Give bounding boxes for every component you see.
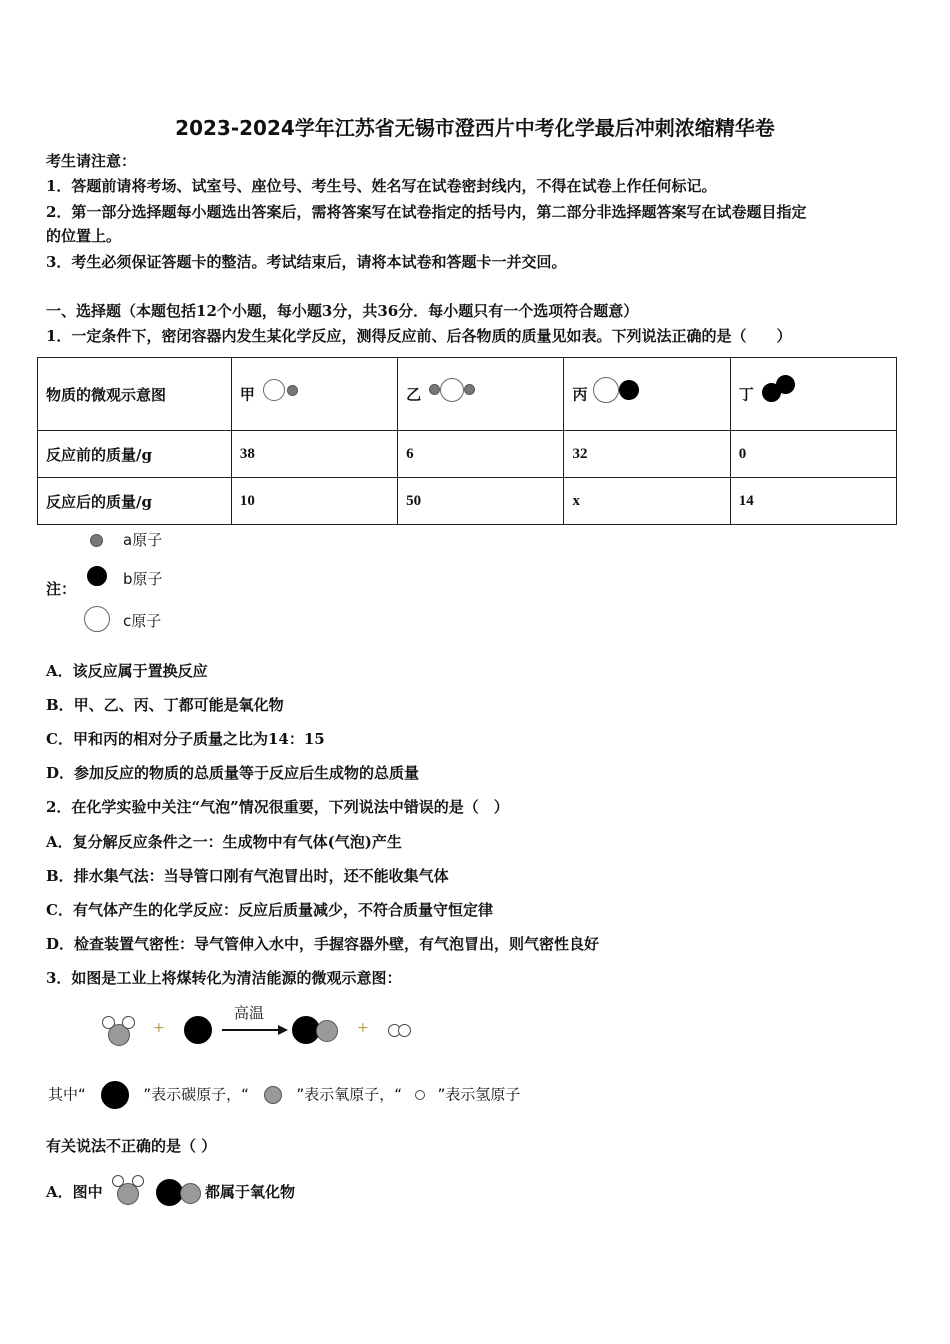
b-atom-icon [87, 566, 107, 586]
q1-option-a: A．该反应属于置换反应 [46, 662, 208, 680]
cell-after-jia: 10 [231, 478, 397, 525]
substance-jia: 甲 [239, 385, 255, 404]
key-hydrogen-icon [415, 1090, 425, 1100]
substance-yi: 乙 [406, 385, 422, 404]
notice-heading: 考生请注意： [46, 152, 137, 170]
option-co-molecule-icon [156, 1179, 204, 1207]
notice-item-3: 3．考生必须保证答题卡的整洁。考试结束后，请将本试卷和答题卡一并交回。 [46, 253, 567, 271]
cell-before-ding: 0 [730, 431, 896, 478]
q2-option-a: A．复分解反应条件之一：生成物中有气体(气泡)产生 [46, 833, 402, 851]
co-molecule-icon [292, 1016, 342, 1046]
legend-c: c原子 [123, 612, 162, 630]
cell-before-yi: 6 [398, 431, 564, 478]
q1-option-d: D．参加反应的物质的总质量等于反应后生成物的总质量 [46, 764, 420, 782]
q1-option-b: B．甲、乙、丙、丁都可能是氧化物 [46, 696, 284, 714]
substance-bing: 丙 [572, 385, 588, 404]
key-carbon-text: ”表示碳原子，“ [143, 1085, 249, 1104]
key-hydrogen-text: ”表示氢原子 [437, 1085, 521, 1104]
notice-item-2: 2．第一部分选择题每小题选出答案后，需将答案写在试卷指定的括号内，第二部分非选择题答案写在试卷题目指定 [46, 203, 807, 221]
document-title: 2023-2024学年江苏省无锡市澄西片中考化学最后冲刺浓缩精华卷 [175, 116, 775, 140]
legend-b: b原子 [123, 570, 163, 588]
molecule-jia-icon [263, 379, 307, 409]
molecule-ding-icon [762, 379, 802, 409]
option-water-molecule-icon [112, 1175, 146, 1205]
cell-before-jia: 38 [231, 431, 397, 478]
reaction-arrow [222, 1029, 278, 1031]
substance-ding: 丁 [738, 385, 754, 404]
cell-after-ding: 14 [730, 478, 896, 525]
table-row-after [38, 478, 897, 525]
a-atom-icon [90, 534, 103, 547]
carbon-atom-icon [184, 1016, 212, 1044]
q3-stem: 3．如图是工业上将煤转化为清洁能源的微观示意图： [46, 969, 402, 987]
q3-sub-question: 有关说法不正确的是（ ） [46, 1137, 217, 1155]
q1-stem: 1．一定条件下，密闭容器内发生某化学反应，测得反应前、后各物质的质量见如表。下列说法正确的是（ ） [46, 327, 792, 345]
q1-option-c: C．甲和丙的相对分子质量之比为14：15 [46, 730, 325, 748]
molecule-bing-icon [593, 379, 643, 409]
molecule-yi-icon [429, 379, 479, 409]
q2-stem: 2．在化学实验中关注“气泡”情况很重要，下列说法中错误的是（ ） [46, 798, 509, 816]
q2-option-b: B．排水集气法：当导管口刚有气泡冒出时，还不能收集气体 [46, 867, 449, 885]
table-row-before [38, 431, 897, 478]
row-header-after: 反应后的质量/g [38, 478, 232, 525]
section-heading: 一、选择题（本题包括12个小题，每小题3分，共36分．每小题只有一个选项符合题意） [46, 302, 639, 320]
water-molecule-icon [102, 1016, 136, 1046]
cell-jia-micro [231, 358, 397, 431]
notice-item-1: 1．答题前请将考场、试室号、座位号、考生号、姓名写在试卷密封线内，不得在试卷上作任何标记。 [46, 177, 717, 195]
cell-before-bing: 32 [564, 431, 730, 478]
q1-mass-table [37, 357, 897, 525]
q2-option-c: C．有气体产生的化学反应：反应后质量减少，不符合质量守恒定律 [46, 901, 493, 919]
q2-option-d: D．检查装置气密性：导气管伸入水中，手握容器外壁，有气泡冒出，则气密性良好 [46, 935, 600, 953]
hydrogen-molecule-icon [388, 1024, 414, 1038]
notice-item-2-cont: 的位置上。 [46, 227, 122, 245]
row-header-micro: 物质的微观示意图 [38, 358, 232, 431]
cell-after-bing: x [564, 478, 730, 525]
cell-ding-micro [730, 358, 896, 431]
reaction-condition: 高温 [234, 1004, 265, 1022]
cell-yi-micro [398, 358, 564, 431]
table-row-micro [38, 358, 897, 431]
row-header-before: 反应前的质量/g [38, 431, 232, 478]
legend-label: 注： [46, 580, 77, 598]
cell-after-yi: 50 [398, 478, 564, 525]
plus-sign-2: + [357, 1020, 369, 1036]
legend-a: a原子 [123, 531, 163, 549]
arrow-head-icon [278, 1025, 288, 1035]
key-prefix: 其中“ [48, 1085, 86, 1104]
plus-sign-1: + [153, 1020, 165, 1036]
key-oxygen-icon [264, 1086, 282, 1104]
q3-key [48, 1081, 520, 1109]
key-carbon-icon [101, 1081, 129, 1109]
c-atom-icon [84, 606, 110, 632]
q3-option-a-prefix: A．图中 [46, 1183, 103, 1201]
cell-bing-micro [564, 358, 730, 431]
key-oxygen-text: ”表示氧原子，“ [296, 1085, 402, 1104]
q3-option-a-suffix: 都属于氧化物 [205, 1183, 296, 1201]
